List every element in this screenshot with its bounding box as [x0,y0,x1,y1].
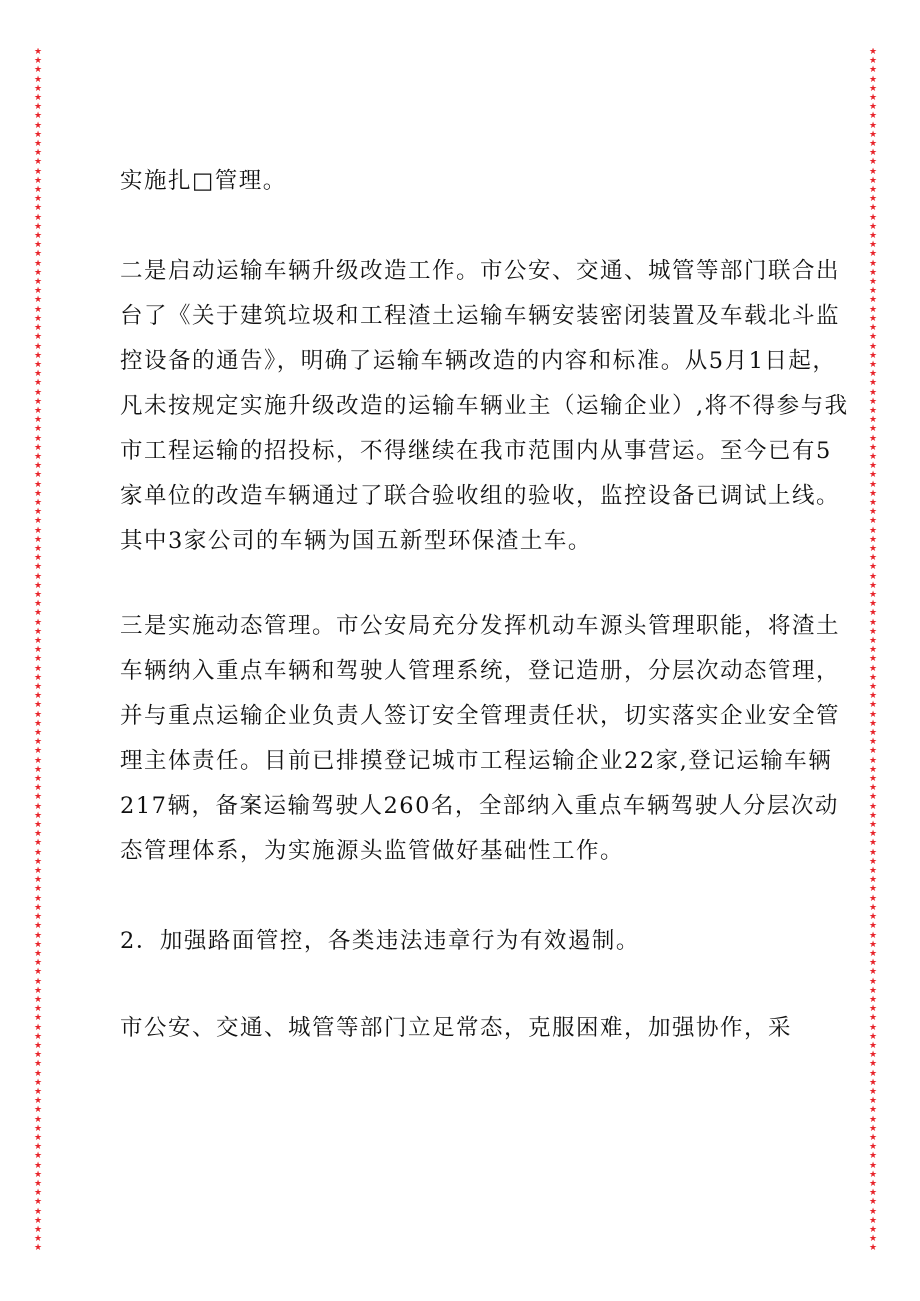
star-icon: ★ [33,304,43,315]
star-icon: ★ [33,553,43,564]
star-icon: ★ [868,976,878,987]
star-icon: ★ [33,470,43,481]
star-icon: ★ [33,1225,43,1235]
star-icon: ★ [868,1031,878,1042]
star-icon: ★ [868,783,878,794]
star-icon: ★ [33,820,43,831]
text-line: 态管理体系，为实施源头监管做好基础性工作。 [120,838,625,864]
star-icon: ★ [33,728,43,739]
star-icon: ★ [868,286,878,297]
star-icon: ★ [33,645,43,656]
star-icon: ★ [33,580,43,591]
star-icon: ★ [868,921,878,932]
star-icon: ★ [868,1169,878,1180]
text-line: 并与重点运输企业负责人签订安全管理责任状，切实落实企业安全管 [120,703,841,729]
star-icon: ★ [868,1197,878,1208]
star-icon: ★ [33,332,43,343]
star-icon: ★ [33,672,43,683]
star-icon: ★ [868,1013,878,1024]
star-icon: ★ [868,866,878,877]
star-icon: ★ [868,111,878,122]
star-icon: ★ [868,56,878,67]
star-icon: ★ [33,120,43,131]
star-icon: ★ [33,792,43,803]
star-icon: ★ [33,424,43,435]
star-icon: ★ [868,608,878,619]
star-icon: ★ [868,792,878,803]
star-icon: ★ [33,1160,43,1171]
star-icon: ★ [868,728,878,739]
star-icon: ★ [868,571,878,582]
star-icon: ★ [33,746,43,757]
star-icon: ★ [33,129,43,140]
star-icon: ★ [33,1077,43,1088]
star-icon: ★ [33,967,43,978]
star-icon: ★ [868,1114,878,1125]
star-icon: ★ [33,166,43,177]
star-icon: ★ [868,884,878,895]
star-icon: ★ [33,902,43,913]
star-icon: ★ [33,479,43,490]
star-icon: ★ [33,1114,43,1125]
star-icon: ★ [33,56,43,67]
star-icon: ★ [33,1243,43,1254]
star-icon: ★ [868,350,878,361]
star-icon: ★ [33,930,43,941]
star-icon: ★ [33,534,43,545]
star-icon: ★ [33,562,43,573]
star-icon: ★ [33,810,43,821]
star-icon: ★ [868,1142,878,1153]
star-icon: ★ [33,764,43,775]
right-star-border [866,48,880,1254]
star-icon: ★ [868,461,878,472]
star-icon: ★ [868,985,878,996]
star-icon: ★ [868,451,878,462]
star-icon: ★ [33,1068,43,1079]
star-icon: ★ [868,534,878,545]
star-icon: ★ [868,332,878,343]
star-icon: ★ [33,994,43,1005]
star-icon: ★ [33,1169,43,1180]
star-icon: ★ [868,1068,878,1079]
star-icon: ★ [33,589,43,600]
star-icon: ★ [868,636,878,646]
star-icon: ★ [868,589,878,600]
star-icon: ★ [33,1123,43,1134]
star-icon: ★ [33,1004,43,1015]
star-icon: ★ [33,148,43,159]
text-line: 其中3家公司的车辆为国五新型环保渣土车。 [120,528,592,554]
text-line: 车辆纳入重点车辆和驾驶人管理系统，登记造册，分层次动态管理， [120,658,841,684]
star-icon: ★ [868,231,878,242]
star-icon: ★ [33,829,43,840]
star-icon: ★ [868,295,878,306]
star-icon: ★ [868,847,878,858]
star-icon: ★ [33,626,43,637]
star-icon: ★ [33,286,43,297]
star-icon: ★ [33,1132,43,1143]
star-icon: ★ [868,507,878,518]
star-icon: ★ [33,718,43,729]
star-icon: ★ [33,48,43,57]
star-icon: ★ [868,1022,878,1033]
star-icon: ★ [868,691,878,702]
star-icon: ★ [868,267,878,278]
star-icon: ★ [33,139,43,150]
text-line: 市公安、交通、城管等部门立足常态，克服困难，加强协作，采 [120,1015,793,1041]
star-icon: ★ [33,1031,43,1042]
text-line: 217辆，备案运输驾驶人260名，全部纳入重点车辆驾驶人分层次动 [120,793,839,819]
star-icon: ★ [868,378,878,389]
star-icon: ★ [868,774,878,785]
star-icon: ★ [33,884,43,895]
section-heading: 2．加强路面管控，各类违法违章行为有效遏制。 [120,928,640,954]
star-icon: ★ [868,203,878,214]
star-icon: ★ [33,921,43,932]
star-icon: ★ [33,102,43,113]
star-icon: ★ [868,1040,878,1051]
star-icon: ★ [868,1105,878,1116]
star-icon: ★ [33,1086,43,1097]
star-icon: ★ [868,488,878,499]
star-icon: ★ [868,166,878,177]
star-icon: ★ [33,442,43,453]
star-icon: ★ [868,1123,878,1134]
star-icon: ★ [33,387,43,398]
star-icon: ★ [33,405,43,416]
star-icon: ★ [33,175,43,186]
star-icon: ★ [33,65,43,76]
star-icon: ★ [33,203,43,214]
star-icon: ★ [33,783,43,794]
star-icon: ★ [868,323,878,334]
star-icon: ★ [868,175,878,186]
star-icon: ★ [868,599,878,610]
star-icon: ★ [868,617,878,628]
star-icon: ★ [868,277,878,288]
star-icon: ★ [33,461,43,472]
star-icon: ★ [33,378,43,389]
star-icon: ★ [868,543,878,554]
star-icon: ★ [33,1105,43,1116]
star-icon: ★ [33,847,43,858]
text-line: 市工程运输的招投标，不得继续在我市范围内从事营运。至今已有5 [120,438,832,464]
star-icon: ★ [33,212,43,223]
star-icon: ★ [868,1160,878,1171]
star-icon: ★ [33,323,43,334]
star-icon: ★ [868,718,878,729]
star-icon: ★ [33,617,43,628]
star-icon: ★ [868,1188,878,1199]
star-icon: ★ [33,893,43,904]
star-icon: ★ [33,976,43,987]
star-icon: ★ [868,65,878,76]
star-icon: ★ [868,737,878,748]
star-icon: ★ [868,240,878,251]
star-icon: ★ [868,341,878,352]
star-icon: ★ [33,866,43,877]
star-icon: ★ [868,74,878,85]
text-line: 二是启动运输车辆升级改造工作。市公安、交通、城管等部门联合出 [120,258,841,284]
star-icon: ★ [868,1077,878,1088]
star-icon: ★ [33,350,43,361]
star-icon: ★ [33,488,43,499]
star-icon: ★ [868,672,878,683]
star-icon: ★ [33,369,43,380]
star-icon: ★ [868,304,878,315]
star-icon: ★ [868,405,878,416]
star-icon: ★ [33,433,43,444]
star-icon: ★ [33,1215,43,1226]
star-icon: ★ [868,948,878,959]
star-icon: ★ [868,902,878,913]
star-icon: ★ [33,682,43,693]
star-icon: ★ [33,1151,43,1162]
star-icon: ★ [33,838,43,849]
star-icon: ★ [33,709,43,720]
star-icon: ★ [33,571,43,582]
text-line: 台了《关于建筑垃圾和工程渣土运输车辆安装密闭装置及车载北斗监 [120,303,841,329]
star-icon: ★ [868,1151,878,1162]
star-icon: ★ [33,451,43,462]
star-icon: ★ [33,1040,43,1051]
star-icon: ★ [33,396,43,407]
star-icon: ★ [33,516,43,527]
star-icon: ★ [33,1188,43,1199]
star-icon: ★ [868,820,878,831]
star-icon: ★ [868,1086,878,1097]
star-icon: ★ [868,139,878,150]
star-icon: ★ [868,129,878,140]
star-icon: ★ [868,479,878,490]
star-icon: ★ [868,700,878,711]
star-icon: ★ [868,120,878,131]
star-icon: ★ [868,829,878,840]
star-icon: ★ [868,212,878,223]
star-icon: ★ [868,562,878,573]
star-icon: ★ [33,939,43,950]
star-icon: ★ [868,313,878,324]
star-icon: ★ [868,994,878,1005]
star-icon: ★ [868,1206,878,1217]
star-icon: ★ [868,93,878,104]
star-icon: ★ [868,856,878,867]
star-icon: ★ [33,185,43,196]
star-icon: ★ [868,258,878,269]
star-icon: ★ [868,157,878,168]
star-icon: ★ [868,893,878,904]
star-icon: ★ [33,313,43,324]
star-icon: ★ [868,525,878,536]
star-icon: ★ [868,645,878,656]
star-icon: ★ [868,470,878,481]
star-icon: ★ [33,1059,43,1070]
star-icon: ★ [33,1206,43,1217]
star-icon: ★ [868,1096,878,1107]
star-icon: ★ [868,442,878,453]
star-icon: ★ [868,838,878,849]
star-icon: ★ [33,654,43,665]
star-icon: ★ [33,525,43,536]
star-icon: ★ [33,663,43,674]
star-icon: ★ [33,267,43,278]
star-icon: ★ [868,1243,878,1254]
text-line: 凡未按规定实施升级改造的运输车辆业主（运输企业）,将不得参与我 [120,393,849,419]
star-icon: ★ [33,157,43,168]
left-star-border [31,48,45,1254]
star-icon: ★ [33,958,43,969]
star-icon: ★ [33,774,43,785]
star-icon: ★ [868,810,878,821]
star-icon: ★ [33,295,43,306]
text-line: 实施扎□管理。 [120,168,287,194]
star-icon: ★ [33,737,43,748]
star-icon: ★ [868,1050,878,1061]
star-icon: ★ [33,856,43,867]
star-icon: ★ [868,102,878,113]
text-line: 理主体责任。目前已排摸登记城市工程运输企业22家,登记运输车辆 [120,748,833,774]
star-icon: ★ [33,1142,43,1153]
star-icon: ★ [33,277,43,288]
star-icon: ★ [868,1132,878,1143]
star-icon: ★ [868,185,878,196]
star-icon: ★ [33,691,43,702]
star-icon: ★ [33,93,43,104]
star-icon: ★ [33,221,43,232]
star-icon: ★ [33,497,43,508]
star-icon: ★ [868,359,878,370]
star-icon: ★ [868,682,878,693]
star-icon: ★ [868,958,878,969]
star-icon: ★ [868,626,878,637]
star-icon: ★ [868,396,878,407]
star-icon: ★ [868,939,878,950]
star-icon: ★ [868,1059,878,1070]
star-icon: ★ [868,369,878,380]
star-icon: ★ [868,875,878,886]
star-icon: ★ [868,194,878,205]
star-icon: ★ [33,755,43,766]
star-icon: ★ [33,341,43,352]
star-icon: ★ [33,415,43,426]
star-icon: ★ [868,755,878,766]
star-icon: ★ [868,746,878,757]
star-icon: ★ [33,912,43,923]
star-icon: ★ [868,497,878,508]
star-icon: ★ [868,580,878,591]
star-icon: ★ [868,148,878,159]
star-icon: ★ [868,516,878,527]
star-icon: ★ [33,507,43,518]
star-icon: ★ [33,1197,43,1208]
star-icon: ★ [33,700,43,711]
star-icon: ★ [33,543,43,554]
star-icon: ★ [33,948,43,959]
star-icon: ★ [868,709,878,720]
star-icon: ★ [33,83,43,94]
star-icon: ★ [868,1178,878,1189]
star-icon: ★ [33,801,43,812]
star-icon: ★ [868,415,878,426]
star-icon: ★ [33,74,43,85]
text-line: 控设备的通告》，明确了运输车辆改造的内容和标准。从5月1日起， [120,348,837,374]
star-icon: ★ [868,930,878,941]
star-icon: ★ [33,359,43,370]
star-icon: ★ [33,240,43,251]
star-icon: ★ [33,231,43,242]
star-icon: ★ [868,433,878,444]
star-icon: ★ [868,967,878,978]
star-icon: ★ [868,912,878,923]
star-icon: ★ [33,985,43,996]
star-icon: ★ [868,1225,878,1235]
star-icon: ★ [868,424,878,435]
star-icon: ★ [868,1215,878,1226]
star-icon: ★ [868,249,878,260]
text-line: 三是实施动态管理。市公安局充分发挥机动车源头管理职能，将渣土 [120,613,841,639]
star-icon: ★ [33,599,43,610]
star-icon: ★ [33,249,43,260]
star-icon: ★ [868,553,878,564]
star-icon: ★ [868,48,878,57]
star-icon: ★ [868,663,878,674]
star-icon: ★ [33,194,43,205]
star-icon: ★ [33,1013,43,1024]
star-icon: ★ [868,83,878,94]
star-icon: ★ [33,1178,43,1189]
star-icon: ★ [868,764,878,775]
star-icon: ★ [33,1022,43,1033]
star-icon: ★ [868,387,878,398]
text-line: 家单位的改造车辆通过了联合验收组的验收，监控设备已调试上线。 [120,483,841,509]
star-icon: ★ [33,636,43,646]
star-icon: ★ [868,221,878,232]
star-icon: ★ [868,654,878,665]
star-icon: ★ [33,1096,43,1107]
star-icon: ★ [33,258,43,269]
star-icon: ★ [868,801,878,812]
star-icon: ★ [868,1004,878,1015]
star-icon: ★ [33,111,43,122]
star-icon: ★ [868,1234,878,1245]
star-icon: ★ [33,1050,43,1061]
star-icon: ★ [33,608,43,619]
star-icon: ★ [33,875,43,886]
star-icon: ★ [33,1234,43,1245]
